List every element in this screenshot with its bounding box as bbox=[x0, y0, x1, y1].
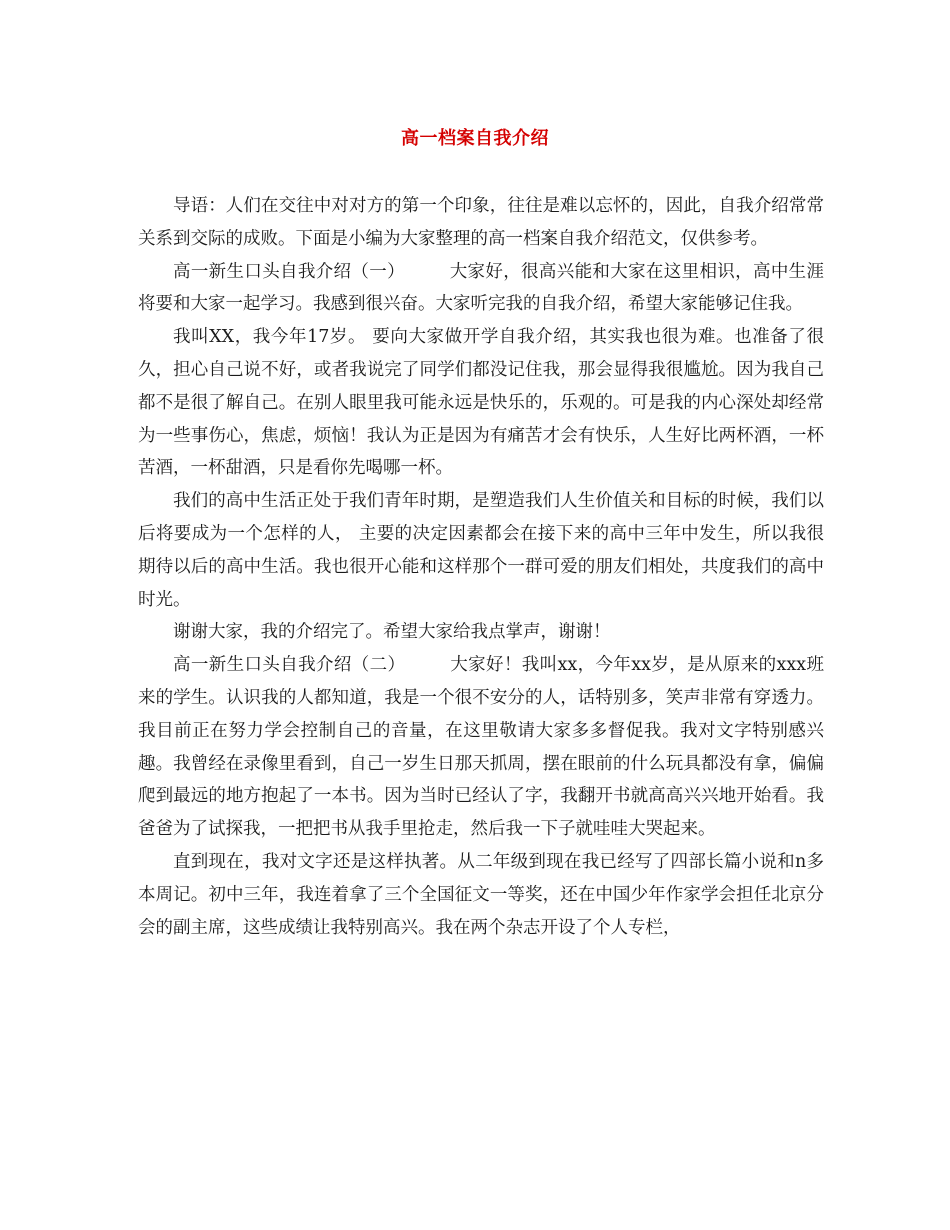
paragraph-writing-achievements: 直到现在，我对文字还是这样执著。从二年级到现在我已经写了四部长篇小说和n多本周记。初中三年，我连着拿了三个全国征文一等奖，还在中国少年作家学会担任北京分会的副主席，这些成绩让我特别高兴。我在两个杂志开设了个人专栏， bbox=[138, 851, 824, 938]
paragraph-self-intro-two: 高一新生口头自我介绍（二） 大家好！我叫xx，今年xx岁，是从原来的xxx班来的学生。认识我的人都知道，我是一个很不安分的人，话特别多，笑声非常有穿透力。我目前正在努力学会控制自己的音量，在这里敬请大家多多督促我。我对文字特别感兴趣。我曾经在录像里看到，自己一岁生日那天抓周，摆在眼前的什么玩具都没有拿，偏偏爬到最远的地方抱起了一本书。因为当时已经认了字，我翻开书就高高兴兴地开始看。我爸爸为了试探我，一把把书从我手里抢走，然后我一下子就哇哇大哭起来。 bbox=[138, 655, 824, 840]
paragraph-name-age: 我叫XX，我今年17岁。 要向大家做开学自我介绍，其实我也很为难。也准备了很久，担心自己说不好，或者我说完了同学们都没记住我，那会显得我很尴尬。因为我自己都不是很了解自己。在别人眼里我可能永远是快乐的，乐观的。可是我的内心深处却经常为一些事伤心，焦虑，烦恼！我认为正是因为有痛苦才会有快乐，人生好比两杯酒，一杯苦酒，一杯甜酒，只是看你先喝哪一杯。 bbox=[138, 327, 824, 479]
paragraph-self-intro-one: 高一新生口头自我介绍（一） 大家好，很高兴能和大家在这里相识，高中生涯将要和大家一起学习。我感到很兴奋。大家听完我的自我介绍，希望大家能够记住我。 bbox=[138, 261, 824, 315]
paragraph-thanks: 谢谢大家，我的介绍完了。希望大家给我点掌声，谢谢！ bbox=[173, 622, 611, 643]
document-title: 高一档案自我介绍 bbox=[401, 128, 549, 149]
paragraph-intro: 导语：人们在交往中对对方的第一个印象，往往是难以忘怀的，因此，自我介绍常常关系到交际的成败。下面是小编为大家整理的高一档案自我介绍范文，仅供参考。 bbox=[138, 196, 824, 249]
paragraph-high-school-life: 我们的高中生活正处于我们青年时期，是塑造我们人生价值关和目标的时候，我们以后将要成为一个怎样的人， 主要的决定因素都会在接下来的高中三年中发生，所以我很期待以后的高中生活。我也很开心能和这样那个一群可爱的朋友们相处，共度我们的高中时光。 bbox=[138, 491, 824, 610]
document-body bbox=[138, 190, 824, 944]
